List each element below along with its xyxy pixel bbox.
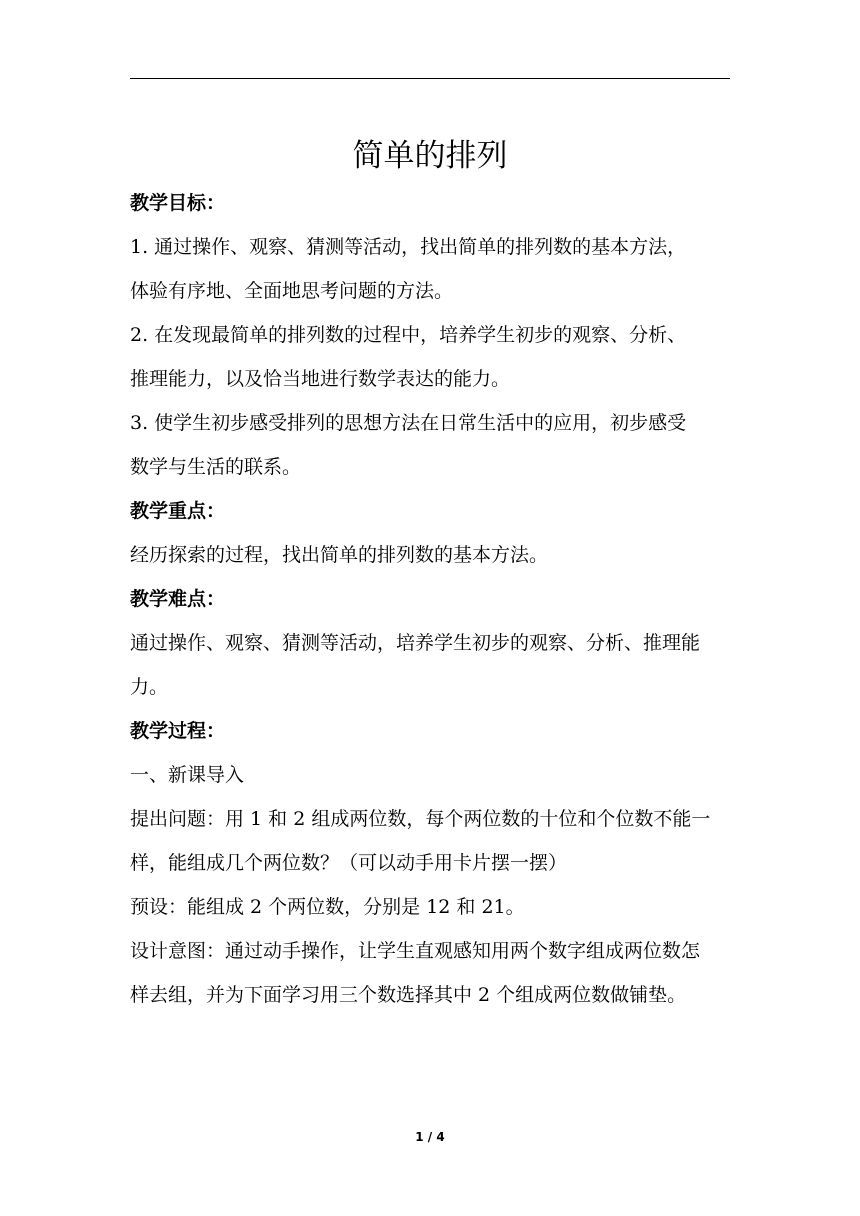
page-number: 1 / 4 [415, 1130, 445, 1144]
objective-2-line-1: 2. 在发现最简单的排列数的过程中，培养学生初步的观察、分析、 [130, 324, 687, 346]
preset-text: 预设：能组成 2 个两位数，分别是 12 和 21。 [130, 896, 525, 918]
process-subheading: 一、新课导入 [130, 764, 245, 786]
document-title: 简单的排列 [352, 138, 508, 174]
objective-3-line-1: 3. 使学生初步感受排列的思想方法在日常生活中的应用，初步感受 [130, 412, 687, 434]
question-line-2: 样，能组成几个两位数？（可以动手用卡片摆一摆） [130, 852, 568, 874]
design-intent-line-2: 样去组，并为下面学习用三个数选择其中 2 个组成两位数做铺垫。 [130, 984, 687, 1006]
key-points-text: 经历探索的过程，找出简单的排列数的基本方法。 [130, 544, 549, 566]
objective-2-line-2: 推理能力，以及恰当地进行数学表达的能力。 [130, 368, 511, 390]
objective-3-line-2: 数学与生活的联系。 [130, 456, 302, 478]
difficulties-heading: 教学难点： [130, 588, 226, 610]
document-body [130, 181, 736, 1017]
design-intent-line-1: 设计意图：通过动手操作，让学生直观感知用两个数字组成两位数怎 [130, 940, 701, 962]
process-heading: 教学过程： [130, 720, 226, 742]
difficulties-line-2: 力。 [130, 676, 169, 698]
key-points-heading: 教学重点： [130, 500, 226, 522]
objective-1-line-1: 1. 通过操作、观察、猜测等活动，找出简单的排列数的基本方法， [130, 236, 687, 258]
objective-1-line-2: 体验有序地、全面地思考问题的方法。 [130, 280, 454, 302]
objectives-heading: 教学目标： [130, 192, 226, 214]
header-rule [130, 78, 730, 79]
question-line-1: 提出问题：用 1 和 2 组成两位数，每个两位数的十位和个位数不能一 [130, 808, 711, 830]
difficulties-line-1: 通过操作、观察、猜测等活动，培养学生初步的观察、分析、推理能 [130, 632, 701, 654]
